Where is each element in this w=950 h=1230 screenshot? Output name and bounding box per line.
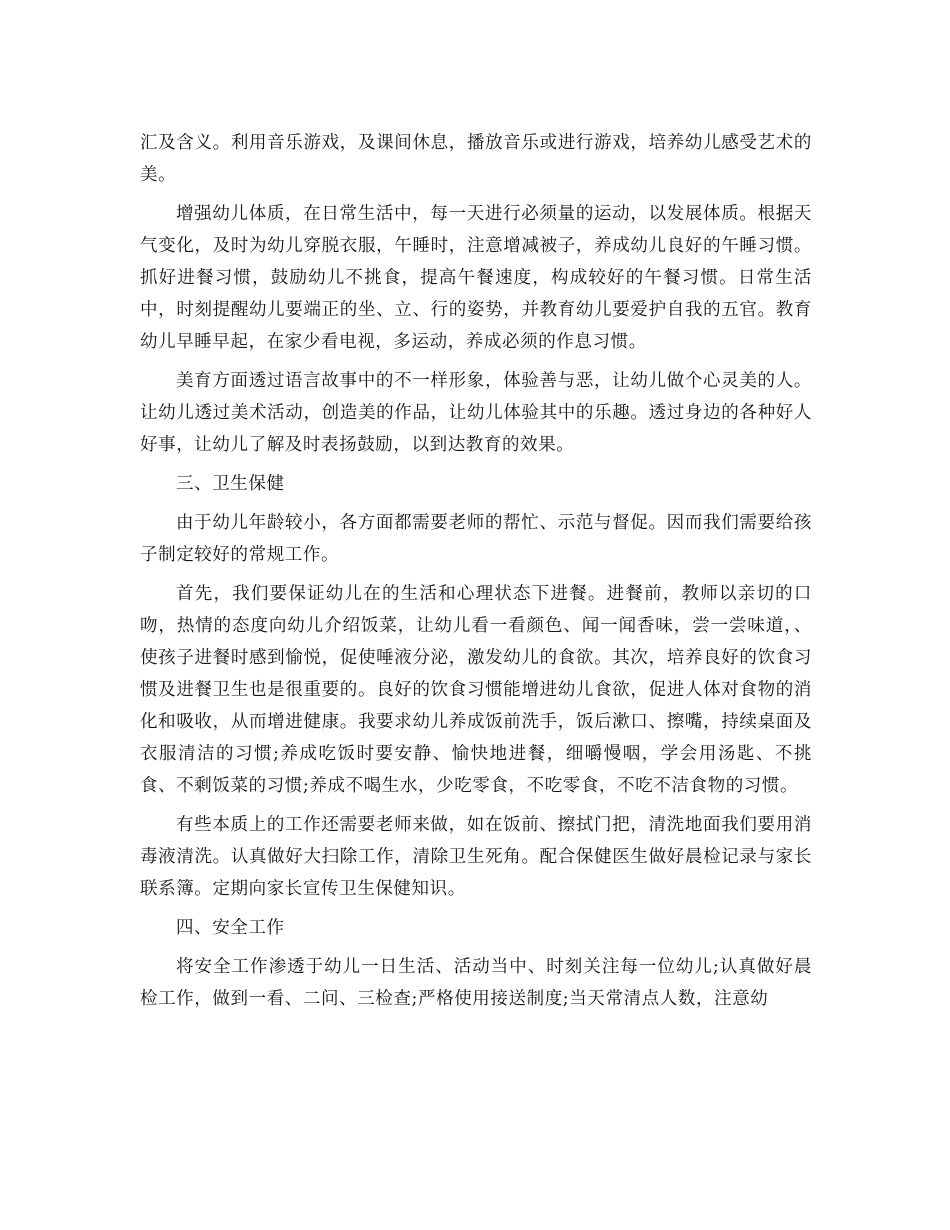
- document-body: [140, 127, 812, 1015]
- section-heading-safety: 四、安全工作: [176, 918, 285, 938]
- section-heading-hygiene: 三、卫生保健: [176, 474, 285, 494]
- paragraph-meal-habits: 首先，我们要保证幼儿在的生活和心理状态下进餐。进餐前，教师以亲切的口吻，热情的态度向幼儿介绍饭菜，让幼儿看一看颜色、闻一闻香味，尝一尝味道，、使孩子进餐时感到愉悦，促使唾液分泌，激发幼儿的食欲。其次，培养良好的饮食习惯及进餐卫生也是很重要的。良好的饮食习惯能增进幼儿食欲，促进人体对食物的消化和吸收，从而增进健康。我要求幼儿养成饭前洗手，饭后漱口、擦嘴，持续桌面及衣服清洁的习惯;养成吃饭时要安静、愉快地进餐，细嚼慢咽，学会用汤匙、不挑食、不剩饭菜的习惯;养成不喝生水，少吃零食，不吃零食，不吃不洁食物的习惯。: [140, 584, 812, 796]
- paragraph-continuation: 汇及含义。利用音乐游戏，及课间休息，播放音乐或进行游戏，培养幼儿感受艺术的美。: [140, 133, 812, 185]
- paragraph-safety-work: 将安全工作渗透于幼儿一日生活、活动当中、时刻关注每一位幼儿;认真做好晨检工作，做到一看、二问、三检查;严格使用接送制度;当天常清点人数，注意幼: [140, 957, 812, 1009]
- paragraph-hygiene-intro: 由于幼儿年龄较小，各方面都需要老师的帮忙、示范与督促。因而我们需要给孩子制定较好的常规工作。: [140, 513, 812, 565]
- paragraph-physical-health: 增强幼儿体质，在日常生活中，每一天进行必须量的运动，以发展体质。根据天气变化，及时为幼儿穿脱衣服，午睡时，注意增减被子，养成幼儿良好的午睡习惯。抓好进餐习惯，鼓励幼儿不挑食，提高午餐速度，构成较好的午餐习惯。日常生活中，时刻提醒幼儿要端正的坐、立、行的姿势，并教育幼儿要爱护自我的五官。教育幼儿早睡早起，在家少看电视，多运动，养成必须的作息习惯。: [140, 204, 812, 352]
- paragraph-cleaning-work: 有些本质上的工作还需要老师来做，如在饭前、擦拭门把，清洗地面我们要用消毒液清洗。认真做好大扫除工作，清除卫生死角。配合保健医生做好晨检记录与家长联系簿。定期向家长宣传卫生保健知识。: [140, 815, 812, 899]
- paragraph-aesthetic-education: 美育方面透过语言故事中的不一样形象，体验善与恶，让幼儿做个心灵美的人。让幼儿透过美术活动，创造美的作品，让幼儿体验其中的乐趣。透过身边的各种好人好事，让幼儿了解及时表扬鼓励，以到达教育的效果。: [140, 371, 812, 455]
